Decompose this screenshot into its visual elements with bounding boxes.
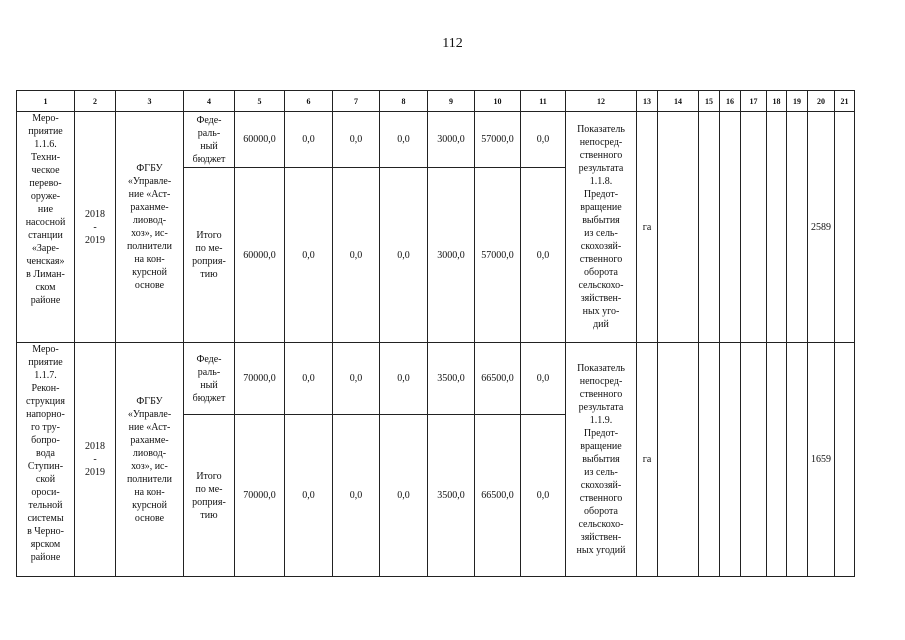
- column-number: 11: [521, 91, 566, 112]
- column-number: 13: [637, 91, 658, 112]
- event-executor: ФГБУ «Управле- ние «Аст- раханме- лиовод- хоз», ис- полнители на кон- курсной основе: [126, 163, 173, 291]
- empty-cell: [787, 343, 808, 577]
- column-number: 8: [380, 91, 428, 112]
- event-executor-cell: [116, 343, 184, 577]
- amount-cell: 0,0: [380, 168, 428, 343]
- amount-cell: 0,0: [285, 112, 333, 168]
- table-row: [17, 112, 855, 168]
- amount-cell: 57000,0: [475, 168, 521, 343]
- event-name-cell: [17, 112, 75, 343]
- column-number: 21: [835, 91, 855, 112]
- column-number: 20: [808, 91, 835, 112]
- empty-cell: [767, 343, 787, 577]
- empty-cell: [699, 343, 720, 577]
- amount-cell: 3000,0: [428, 112, 475, 168]
- event-executor: ФГБУ «Управле- ние «Аст- раханме- лиовод- хоз», ис- полнители на кон- курсной основе: [126, 395, 173, 524]
- event-name: Меро- приятие 1.1.7. Рекон- струкция напорно- го тру- бопро- вода Ступин- ской ороси- тельной системы в Черно- ярском районе: [26, 344, 65, 563]
- amount-cell: 0,0: [285, 168, 333, 343]
- column-number: 7: [333, 91, 380, 112]
- indicator-cell: [566, 112, 637, 343]
- event-years-cell: [75, 112, 116, 343]
- column-number: 1: [17, 91, 75, 112]
- amount-cell: 0,0: [333, 168, 380, 343]
- amount-cell: 0,0: [380, 415, 428, 577]
- event-years: 2018 - 2019: [85, 441, 105, 478]
- amount-cell: 70000,0: [235, 415, 285, 577]
- amount-cell: 0,0: [380, 343, 428, 415]
- empty-cell: [787, 112, 808, 343]
- amount-cell: 66500,0: [475, 343, 521, 415]
- funding-source-cell: [184, 112, 235, 168]
- amount-cell: 0,0: [521, 343, 566, 415]
- indicator-cell: [566, 343, 637, 577]
- empty-cell: [741, 112, 767, 343]
- event-years-cell: [75, 343, 116, 577]
- empty-cell: [658, 112, 699, 343]
- empty-cell: [835, 343, 855, 577]
- unit-cell: га: [637, 343, 658, 577]
- amount-cell: 0,0: [333, 415, 380, 577]
- amount-cell: 0,0: [521, 415, 566, 577]
- column-number: 5: [235, 91, 285, 112]
- empty-cell: [767, 112, 787, 343]
- amount-cell: 0,0: [380, 112, 428, 168]
- amount-cell: 66500,0: [475, 415, 521, 577]
- indicator-text: Показатель непосред- ственного результата 1.1.9. Предот- вращение выбытия из сель- скохозяй- ственного оборота сельскохо- зяйствен- ных угодий: [576, 363, 626, 556]
- empty-cell: [699, 112, 720, 343]
- amount-cell: 0,0: [521, 168, 566, 343]
- column-number: 19: [787, 91, 808, 112]
- column-number-row: [17, 91, 855, 112]
- column-number: 16: [720, 91, 741, 112]
- column-number: 18: [767, 91, 787, 112]
- column-number: 17: [741, 91, 767, 112]
- column-number: 2: [75, 91, 116, 112]
- column-number: 15: [699, 91, 720, 112]
- column-number: 3: [116, 91, 184, 112]
- column-number: 4: [184, 91, 235, 112]
- amount-cell: 0,0: [285, 343, 333, 415]
- amount-cell: 3500,0: [428, 415, 475, 577]
- page-number: 112: [442, 36, 463, 51]
- funding-source: Феде- раль- ный бюджет: [192, 353, 226, 404]
- amount-cell: 57000,0: [475, 112, 521, 168]
- funding-source: Итого по ме- роприя- тию: [192, 230, 226, 280]
- amount-cell: 70000,0: [235, 343, 285, 415]
- funding-source: Феде- раль- ный бюджет: [192, 114, 226, 165]
- amount-cell: 60000,0: [235, 168, 285, 343]
- empty-cell: [658, 343, 699, 577]
- indicator-value-cell: 2589: [808, 112, 835, 343]
- empty-cell: [720, 343, 741, 577]
- event-years: 2018 - 2019: [85, 208, 105, 246]
- funding-source-cell: [184, 415, 235, 577]
- empty-cell: [720, 112, 741, 343]
- column-number: 9: [428, 91, 475, 112]
- column-number: 14: [658, 91, 699, 112]
- amount-cell: 3000,0: [428, 168, 475, 343]
- amount-cell: 3500,0: [428, 343, 475, 415]
- unit-cell: га: [637, 112, 658, 343]
- column-number: 6: [285, 91, 333, 112]
- amount-cell: 0,0: [333, 112, 380, 168]
- event-name: Меро- приятие 1.1.6. Техни- ческое перево- оруже- ние насосной станции «Заре- ченская» в Лиман- ском районе: [25, 113, 66, 306]
- program-events-table: [16, 90, 855, 577]
- funding-source-cell: [184, 343, 235, 415]
- event-name-cell: [17, 343, 75, 577]
- empty-cell: [835, 112, 855, 343]
- indicator-text: Показатель непосред- ственного результата 1.1.8. Предот- вращение выбытия из сель- скохозяй- ственного оборота сельскохо- зяйствен- ных уго- дий: [577, 124, 625, 330]
- column-number: 10: [475, 91, 521, 112]
- amount-cell: 0,0: [285, 415, 333, 577]
- amount-cell: 0,0: [521, 112, 566, 168]
- event-executor-cell: [116, 112, 184, 343]
- funding-source: Итого по ме- роприя- тию: [192, 470, 226, 521]
- funding-source-cell: [184, 168, 235, 343]
- amount-cell: 0,0: [333, 343, 380, 415]
- empty-cell: [741, 343, 767, 577]
- amount-cell: 60000,0: [235, 112, 285, 168]
- column-number: 12: [566, 91, 637, 112]
- indicator-value-cell: 1659: [808, 343, 835, 577]
- table-row: [17, 343, 855, 415]
